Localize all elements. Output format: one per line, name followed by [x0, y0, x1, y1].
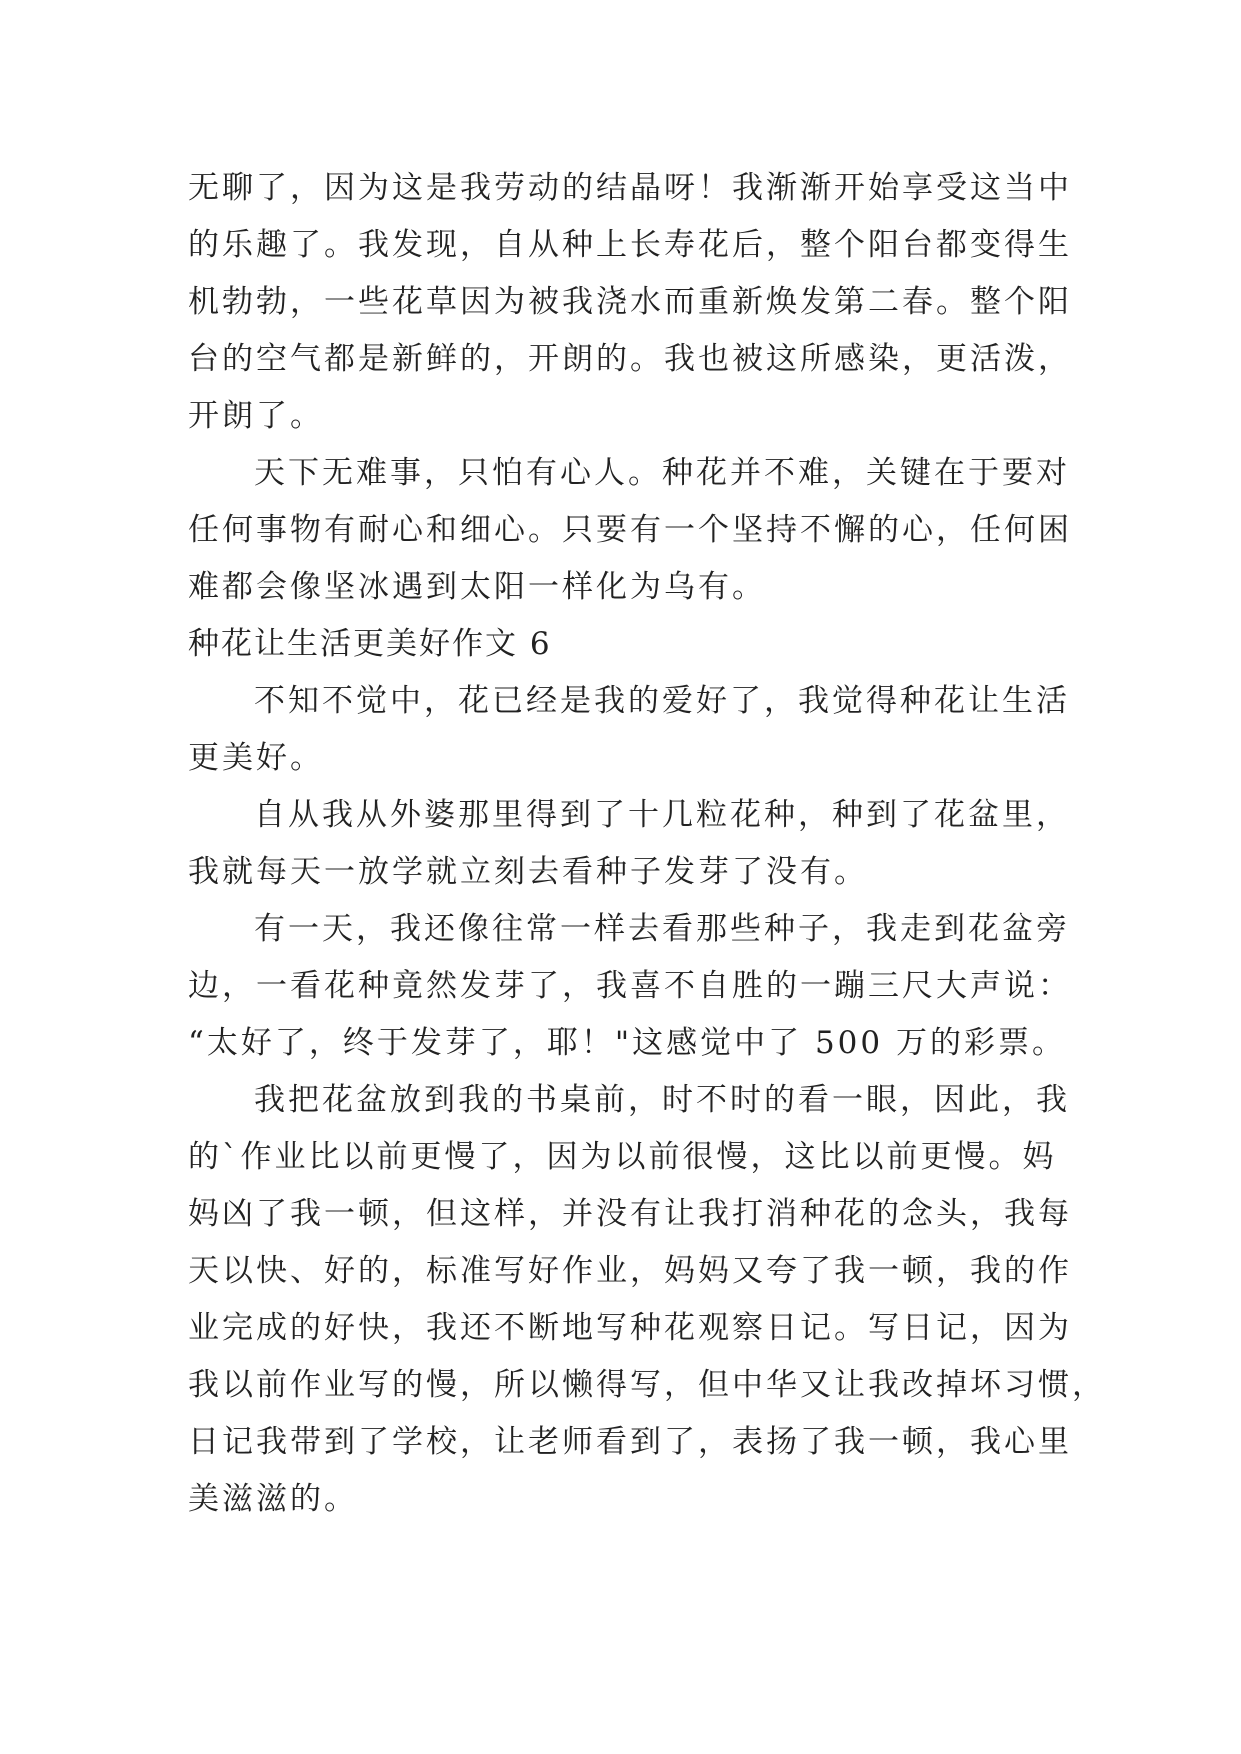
text-line: 的`作业比以前更慢了，因为以前很慢，这比以前更慢。妈: [188, 1139, 1057, 1175]
text-line: 无聊了，因为这是我劳动的结晶呀！我渐渐开始享受这当中: [188, 170, 1072, 206]
article-body: [188, 160, 1106, 1528]
text-line: 难都会像坚冰遇到太阳一样化为乌有。: [188, 569, 766, 605]
paragraph: [188, 901, 1072, 1072]
text-line: 美滋滋的。: [188, 1481, 358, 1517]
text-line: 不知不觉中，花已经是我的爱好了，我觉得种花让生活: [254, 683, 1070, 719]
text-line: 更美好。: [188, 740, 324, 776]
text-line: 自从我从外婆那里得到了十几粒花种，种到了花盆里，: [254, 797, 1070, 833]
text-line: 任何事物有耐心和细心。只要有一个坚持不懈的心，任何困: [188, 512, 1072, 548]
text-line: 我就每天一放学就立刻去看种子发芽了没有。: [188, 854, 868, 890]
text-line: 天下无难事，只怕有心人。种花并不难，关键在于要对: [254, 455, 1070, 491]
text-line: 机勃勃，一些花草因为被我浇水而重新焕发第二春。整个阳: [188, 284, 1072, 320]
text-line: 日记我带到了学校，让老师看到了，表扬了我一顿，我心里: [188, 1424, 1072, 1460]
section-heading: [188, 616, 1068, 673]
text-line: 我以前作业写的慢，所以懒得写，但中华又让我改掉坏习惯，: [188, 1367, 1106, 1403]
text-line: 边，一看花种竟然发芽了，我喜不自胜的一蹦三尺大声说：: [188, 968, 1072, 1004]
text-line: “太好了，终于发芽了，耶！"这感觉中了 500 万的彩票。: [188, 1025, 1066, 1061]
paragraph: [188, 787, 1068, 901]
text-line: 我把花盆放到我的书桌前，时不时的看一眼，因此，我: [254, 1082, 1070, 1118]
heading-text: 种花让生活更美好作文 6: [188, 626, 552, 662]
text-line: 台的空气都是新鲜的，开朗的。我也被这所感染，更活泼，: [188, 341, 1072, 377]
text-line: 开朗了。: [188, 398, 324, 434]
text-line: 业完成的好快，我还不断地写种花观察日记。写日记，因为: [188, 1310, 1072, 1346]
text-line: 天以快、好的，标准写好作业，妈妈又夸了我一顿，我的作: [188, 1253, 1072, 1289]
paragraph: [188, 445, 1072, 616]
text-line: 有一天，我还像往常一样去看那些种子，我走到花盆旁: [254, 911, 1070, 947]
text-line: 妈凶了我一顿，但这样，并没有让我打消种花的念头，我每: [188, 1196, 1072, 1232]
paragraph: [188, 1072, 1106, 1528]
text-line: 的乐趣了。我发现，自从种上长寿花后，整个阳台都变得生: [188, 227, 1072, 263]
paragraph: [188, 673, 1068, 787]
paragraph: [188, 160, 1072, 445]
